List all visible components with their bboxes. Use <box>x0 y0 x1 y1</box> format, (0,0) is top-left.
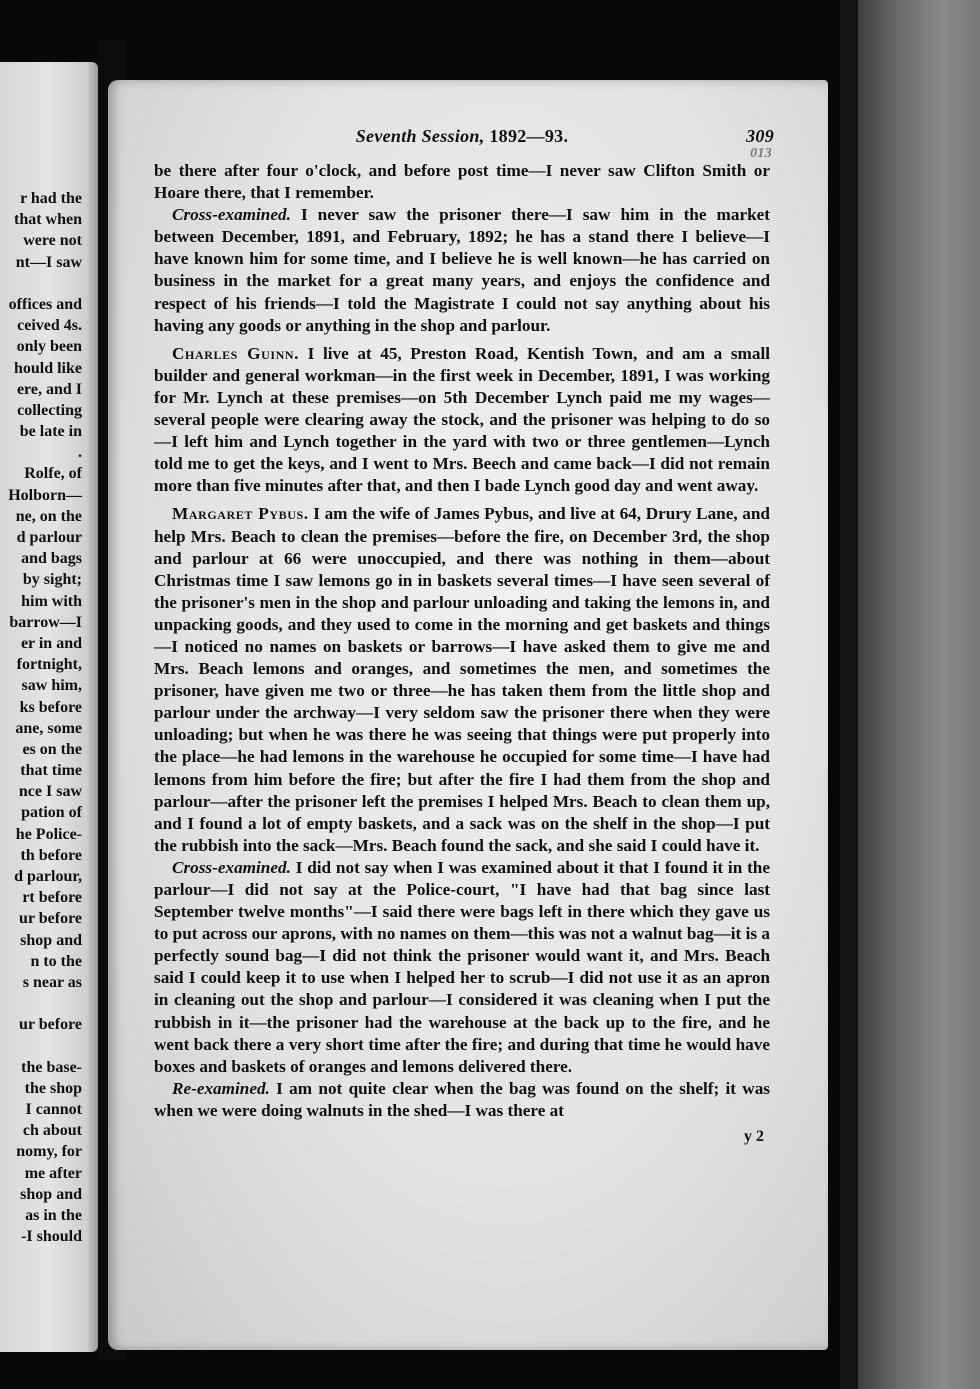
facing-page-line: Holborn— <box>8 486 82 504</box>
facing-page-line: only been <box>16 338 82 356</box>
facing-page-line: nt—I saw <box>15 253 82 271</box>
facing-page-line: offices and <box>8 295 82 313</box>
running-head-year: 1892—93. <box>489 126 569 146</box>
facing-page-line: d parlour <box>16 529 82 546</box>
facing-page-line: pation of <box>21 804 82 822</box>
facing-page-line: Rolfe, of <box>24 465 82 483</box>
facing-page-line: barrow—I <box>9 613 82 631</box>
testimony-text <box>154 160 770 1148</box>
paragraph-cross-examined <box>154 204 770 337</box>
speaker-margaret-pybus: Margaret Pybus. <box>172 504 309 524</box>
cross-examined-text-2: I did not say when I was examined about it that I found it in the parlour—I did not say at the Police-court, "I have had that bag since last September twelve months"—I said there were bags left in there which they gave us to put across our aprons, with no names on them—this was not a walnut bag—it is a perfectly sound bag—I did not think the prisoner would want it, and Mrs. Beach said I could keep it to use when I helped her to scrub—I did not use it as an apron in cleaning out the shop and parlour—I considered it was cleaning when I put the rubbish in it—the prisoner had the warehouse at the back up to the fire, and he went back there a very short time after the fire; and during that time he would have boxes and baskets of oranges and lemons delivered there. <box>154 857 770 1076</box>
facing-page-line: saw him, <box>21 677 82 695</box>
facing-page-line: ur before <box>19 910 82 928</box>
facing-page-line: . <box>78 444 82 462</box>
book-board <box>858 0 980 1389</box>
facing-page-line: s near as <box>22 973 82 991</box>
main-page <box>108 80 828 1350</box>
facing-page-line: collecting <box>17 401 82 419</box>
facing-page-line: n to the <box>30 952 82 970</box>
facing-page-line: shop and <box>20 931 82 949</box>
facing-page-line: I cannot <box>25 1101 82 1119</box>
facing-page-line <box>8 993 82 1014</box>
facing-page-line: ur before <box>19 1016 82 1034</box>
paragraph-margaret-pybus <box>154 503 770 857</box>
facing-page-line: es on the <box>22 740 82 758</box>
facing-page-line: me after <box>24 1164 82 1182</box>
cross-examined-label-2: Cross-examined. <box>172 857 291 877</box>
facing-page-lines <box>8 188 82 1247</box>
facing-page-line: d parlour, <box>14 868 82 885</box>
facing-page-line: ks before <box>19 698 82 716</box>
facing-page-line: ane, some <box>15 719 82 737</box>
page-content <box>154 126 774 1148</box>
facing-page-line: him with <box>21 592 82 610</box>
re-examined-text: I am not quite clear when the bag was found on the shelf; it was when we were doing walnuts in the shed—I was there at <box>154 1078 770 1120</box>
paragraph-re-examined <box>154 1078 770 1122</box>
facing-page-line: be late in <box>19 423 82 441</box>
facing-page-line: er in and <box>20 634 82 652</box>
facing-page-line: shop and <box>20 1185 82 1203</box>
facing-page-line: ne, on the <box>15 507 82 525</box>
facing-page-line: were not <box>23 232 82 250</box>
facing-page-line: the base- <box>21 1058 82 1076</box>
facing-page-line: -I should <box>21 1228 82 1246</box>
margaret-pybus-text: I am the wife of James Pybus, and live at 64, Drury Lane, and help Mrs. Beach to clean the premises—before the fire, on December 3rd, the shop and parlour at 66 were unoccupied, and there was nothing in them—about Christmas time I saw lemons go in in baskets several times—I have seen several of the prisoner's men in the shop and parlour unloading and taking the lemons in, and unpacking goods, and they used to come in the morning and get baskets and things—I noticed no names on baskets or barrows—I have asked them to give me and Mrs. Beach lemons and oranges, and sometimes the men, and sometimes the prisoner, have given me two or three—he has taken them from the little shop and parlour under the archway—I very seldom saw the prisoner there when they were unloading; but when he was there he was seeing that things were put properly into the place—he had lemons in the warehouse he occupied for some time—I have had lemons from him before the fire; but after the fire I had them from the shop and parlour—after the prisoner left the premises I helped Mrs. Beach to clean them up, and I found a lot of empty baskets, and a sack was on the shelf in the shop—I put the rubbish into the sack—Mrs. Beach found the sack, and she said I could have it. <box>154 504 770 855</box>
running-head-title: Seventh Session, <box>355 126 485 146</box>
facing-page-line: ch about <box>22 1122 82 1140</box>
facing-page-line: fortnight, <box>16 656 82 674</box>
paragraph-charles-guinn <box>154 343 770 498</box>
paragraph-cross-examined-2 <box>154 857 770 1078</box>
page-number: 309 <box>746 126 774 146</box>
speaker-charles-guinn: Charles Guinn. <box>172 343 300 363</box>
facing-page-line: the shop <box>24 1079 82 1097</box>
facing-page-line: rt before <box>22 889 82 907</box>
facing-page-line: that time <box>20 762 82 780</box>
facing-page-line: and bags <box>21 550 82 568</box>
facing-page-line <box>8 273 82 294</box>
facing-page-line: ere, and I <box>16 380 82 398</box>
facing-page-line: ceived 4s. <box>17 317 82 335</box>
facing-page-line: nce I saw <box>18 783 82 801</box>
running-head <box>154 126 774 161</box>
signature-mark: y 2 <box>744 1128 764 1146</box>
facing-page-line: by sight; <box>22 571 82 589</box>
facing-page-line: nomy, for <box>16 1143 82 1161</box>
charles-guinn-text: I live at 45, Preston Road, Kentish Town, and am a small builder and general workman—in the first week in December, 1891, I was working for Mr. Lynch at these premises—on 5th December Lynch paid me my wages—several people were clearing away the stock, and the prisoner was helping to do so—I left him and Lynch together in the yard with two or three gentlemen—Lynch told me to get the keys, and I went to Mrs. Beech and came back—I did not remain more than five minutes after that, and then I bade Lynch good day and went away. <box>154 343 770 496</box>
re-examined-label: Re-examined. <box>172 1078 270 1098</box>
facing-page-line: r had the <box>20 190 82 207</box>
facing-page-line: he Police- <box>15 825 82 843</box>
facing-page-line: th before <box>20 846 82 864</box>
page-number-ghost: 013 <box>750 146 772 161</box>
facing-page-line: that when <box>13 211 82 229</box>
cross-examined-label: Cross-examined. <box>172 205 291 225</box>
facing-page-line: as in the <box>25 1207 82 1224</box>
paragraph-continuation: be there after four o'clock, and before post time—I never saw Clifton Smith or Hoare there, that I remember. <box>154 161 770 203</box>
facing-page-fragment <box>0 62 98 1352</box>
cross-examined-text: I never saw the prisoner there—I saw him in the market between December, 1891, and February, 1892; he has a stand there I believe—I have known him for some time, and I believe he is well known—he has carried on business in the market for a great many years, and enjoys the confidence and respect of his friends—I told the Magistrate I could not say anything about his having any goods or anything in the shop and parlour. <box>154 205 770 335</box>
facing-page-line <box>8 1036 82 1057</box>
facing-page-line: hould like <box>13 359 82 377</box>
